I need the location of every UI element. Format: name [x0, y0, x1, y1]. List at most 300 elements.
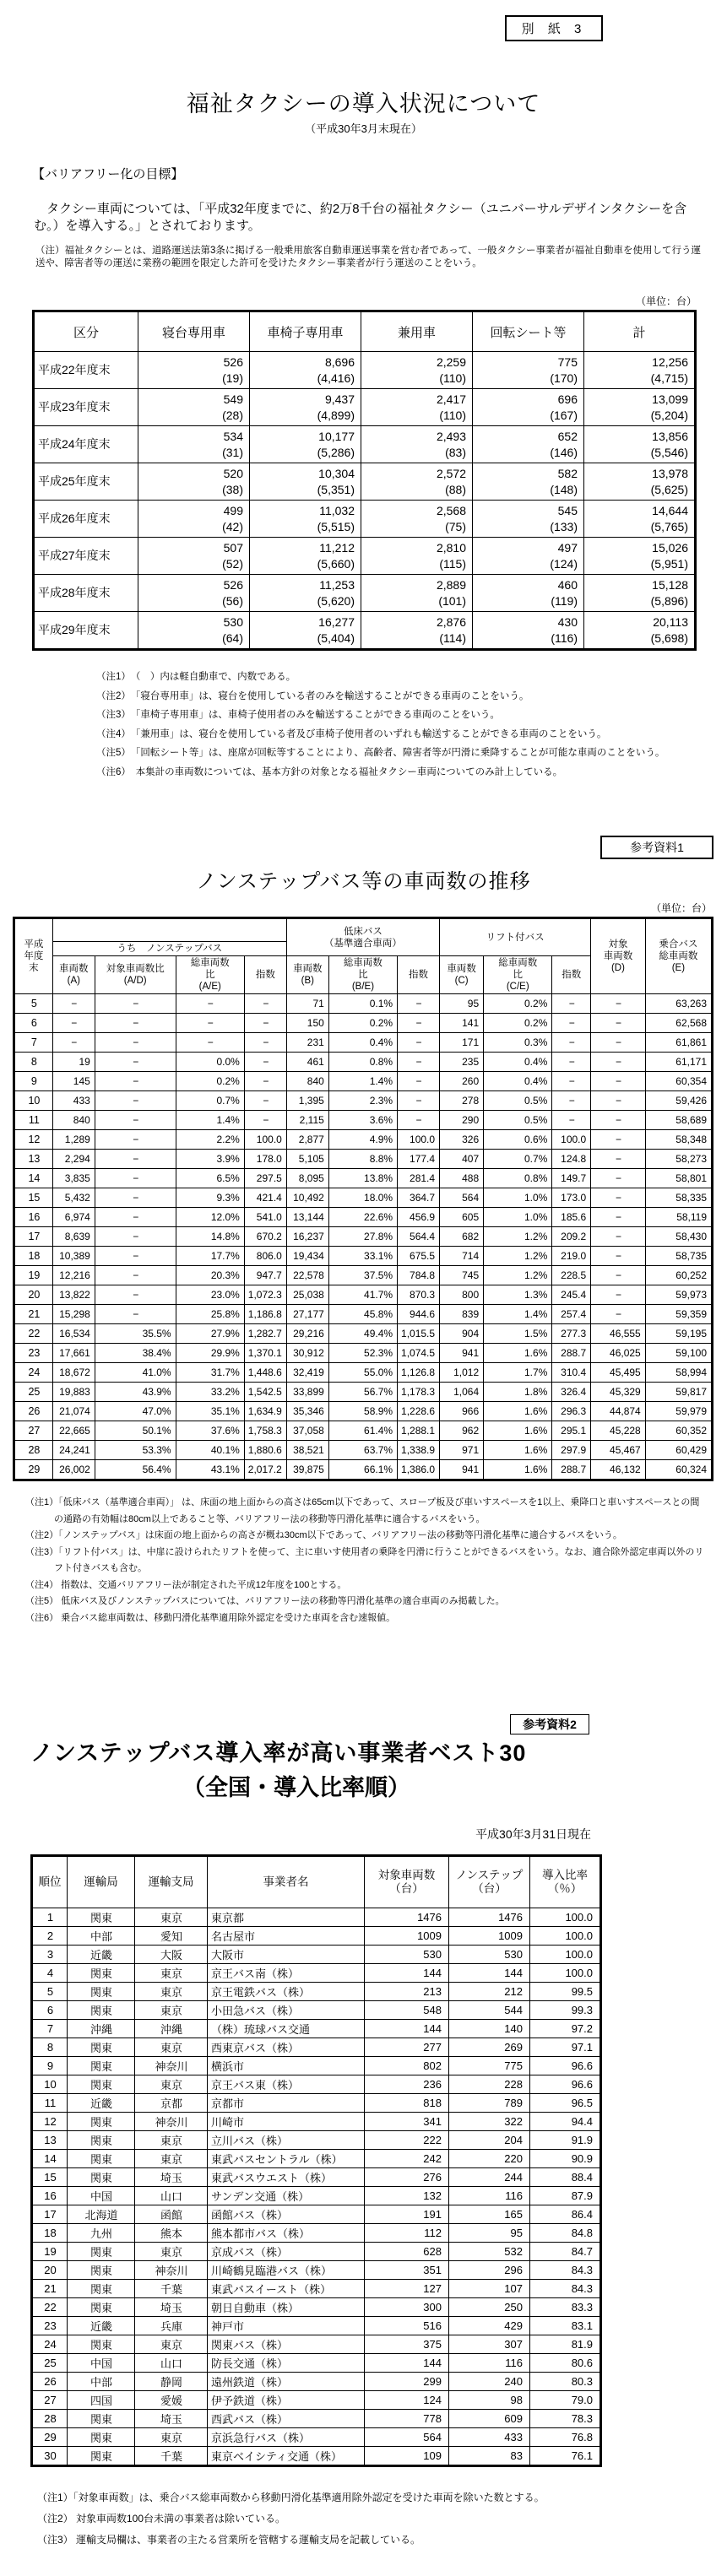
table-cell: 12,256 (4,715): [584, 352, 696, 389]
table-cell: 78.3: [530, 2410, 601, 2428]
table-cell: −: [52, 1033, 95, 1053]
table-cell: 0.6%: [484, 1130, 552, 1150]
table-cell: 0.0%: [176, 1053, 244, 1072]
table-cell: 100.0: [552, 1130, 591, 1150]
table-cell: 6,974: [52, 1208, 95, 1227]
note-line: （注5） 低床バス及びノンステップバスについては、バリアフリー法の移動等円滑化基準の適合車両のみ掲載した。: [25, 1596, 505, 1606]
table-cell: 295.1: [552, 1421, 591, 1441]
table-cell: 76.1: [530, 2447, 601, 2466]
table-cell: −: [95, 1188, 176, 1208]
header-spacer: [52, 918, 286, 942]
table-cell: 46,132: [591, 1460, 646, 1480]
table-row: [14, 1150, 713, 1169]
table-cell: 19,883: [52, 1383, 95, 1402]
table-cell: −: [95, 1227, 176, 1247]
table-cell: 平成29年度末: [34, 612, 138, 650]
table-cell: 北海道: [68, 2205, 135, 2224]
table-cell: 90.9: [530, 2150, 601, 2168]
as-of-date: 平成30年3月31日現在: [475, 1827, 591, 1841]
table2-notes: [25, 1495, 705, 1626]
group-header-nonstep: うち ノンステップバス: [52, 942, 286, 956]
table-cell: 549 (28): [138, 389, 250, 426]
table-cell: 144: [365, 1964, 449, 1983]
table-cell: 関東: [68, 2298, 135, 2317]
table-row: [14, 1053, 713, 1072]
table-cell: 144: [365, 2020, 449, 2038]
table-cell: 3,835: [52, 1169, 95, 1188]
table-cell: −: [52, 994, 95, 1014]
table-cell: 1.7%: [484, 1363, 552, 1383]
table-cell: 8: [32, 2038, 68, 2057]
table-cell: 1,064: [440, 1383, 484, 1402]
table-cell: 東京: [135, 2428, 208, 2447]
table-cell: 9: [14, 1072, 53, 1091]
table-cell: 千葉: [135, 2447, 208, 2466]
table-cell: 228.5: [552, 1266, 591, 1285]
table-cell: 14: [32, 2150, 68, 2168]
table-cell: 962: [440, 1421, 484, 1441]
table-cell: 1476: [365, 1908, 449, 1927]
table-cell: 58,119: [645, 1208, 712, 1227]
table-cell: 460 (119): [473, 575, 584, 612]
table-cell: 4: [32, 1964, 68, 1983]
table-cell: 東武バスイースト（株）: [208, 2280, 365, 2298]
table-cell: 297.9: [552, 1441, 591, 1460]
table-cell: 149.7: [552, 1169, 591, 1188]
table-cell: 43.9%: [95, 1383, 176, 1402]
table-cell: 789: [449, 2094, 530, 2113]
table-cell: 257.4: [552, 1305, 591, 1324]
table-cell: 433: [52, 1091, 95, 1111]
table-row: [14, 1460, 713, 1480]
table-cell: 関東: [68, 2447, 135, 2466]
table-row: [32, 1927, 601, 1946]
table-cell: 2,810 (115): [361, 538, 473, 575]
table-cell: 281.4: [398, 1169, 440, 1188]
table-cell: 13,856 (5,546): [584, 426, 696, 463]
table-cell: 37.6%: [176, 1421, 244, 1441]
table-cell: 8,696 (4,416): [250, 352, 361, 389]
table-cell: 609: [449, 2410, 530, 2428]
section3-subtitle: （全国・導入比率順）: [182, 1775, 410, 1800]
table-cell: 290: [440, 1111, 484, 1130]
table-row: [32, 2131, 601, 2150]
table-cell: 川崎市: [208, 2113, 365, 2131]
table-cell: 944.6: [398, 1305, 440, 1324]
table-row: [14, 1266, 713, 1285]
col-header: 指数: [552, 956, 591, 994]
table-cell: −: [95, 1014, 176, 1033]
table-cell: 近畿: [68, 2317, 135, 2335]
table-cell: 1,448.6: [244, 1363, 286, 1383]
table-cell: 15: [32, 2168, 68, 2187]
table-cell: 59,973: [645, 1285, 712, 1305]
table-cell: 38,521: [286, 1441, 328, 1460]
table-cell: 278: [440, 1091, 484, 1111]
table-row: [32, 2187, 601, 2205]
table-cell: 東京都: [208, 1908, 365, 1927]
table-cell: 1.4%: [176, 1111, 244, 1130]
table-row: [32, 2205, 601, 2224]
reference-label-2: 参考資料2: [510, 1714, 589, 1734]
page-subtitle: （平成30年3月末現在）: [305, 122, 422, 135]
table-cell: −: [591, 1014, 646, 1033]
table-cell: 971: [440, 1441, 484, 1460]
table-cell: 310.4: [552, 1363, 591, 1383]
table-cell: −: [552, 1053, 591, 1072]
table-cell: 1.4%: [328, 1072, 397, 1091]
table-cell: 2,115: [286, 1111, 328, 1130]
table-cell: 関東: [68, 2428, 135, 2447]
table-row: [32, 1983, 601, 2001]
table-cell: 806.0: [244, 1247, 286, 1266]
table-cell: 1009: [365, 1927, 449, 1946]
table-cell: −: [95, 1130, 176, 1150]
table-cell: 59,100: [645, 1344, 712, 1363]
table-cell: 関東: [68, 2243, 135, 2261]
attachment-label: 別 紙 3: [505, 15, 603, 41]
table-cell: 778: [365, 2410, 449, 2428]
table-row: [32, 1908, 601, 1927]
table-cell: 94.4: [530, 2113, 601, 2131]
table-cell: −: [552, 1014, 591, 1033]
table-cell: 18,672: [52, 1363, 95, 1383]
table-cell: 61,171: [645, 1053, 712, 1072]
table-cell: 100.0: [530, 1927, 601, 1946]
table-cell: 2,572 (88): [361, 463, 473, 501]
table-cell: 遠州鉄道（株）: [208, 2373, 365, 2391]
table-cell: −: [591, 1247, 646, 1266]
table-cell: 6: [32, 2001, 68, 2020]
table-cell: 775: [449, 2057, 530, 2075]
section3-title: ノンステップバス導入率が高い事業者ベスト30: [30, 1740, 527, 1766]
table-cell: 函館: [135, 2205, 208, 2224]
table-row: [32, 2094, 601, 2113]
table-cell: 平成22年度末: [34, 352, 138, 389]
note-line: （注3）「リフト付バス」は、中扉に設けられたリフトを使って、主に車いす使用者の乗降を円滑に行うことができるバスをいう。なお、適合除外認定車両以外のリフト付きバスも含む。: [25, 1546, 704, 1573]
table-cell: 24: [32, 2335, 68, 2354]
table-cell: 1.2%: [484, 1266, 552, 1285]
table-cell: 28: [32, 2410, 68, 2428]
table-cell: 714: [440, 1247, 484, 1266]
header-row: [32, 1856, 601, 1908]
table-cell: 818: [365, 2094, 449, 2113]
table-cell: 15,298: [52, 1305, 95, 1324]
table-cell: 165: [449, 2205, 530, 2224]
note-line: （注4） 指数は、交通バリアフリー法が制定された平成12年度を100とする。: [25, 1579, 347, 1590]
table-cell: 150: [286, 1014, 328, 1033]
table-cell: 19,434: [286, 1247, 328, 1266]
col-header-target: 対象 車両数 (D): [591, 918, 646, 994]
table-cell: 朝日自動車（株）: [208, 2298, 365, 2317]
col-header: 運輸支局: [135, 1856, 208, 1908]
table-cell: 300: [365, 2298, 449, 2317]
table-cell: 605: [440, 1208, 484, 1227]
table-cell: 23: [14, 1344, 53, 1363]
table-cell: 564.4: [398, 1227, 440, 1247]
table-cell: 8: [14, 1053, 53, 1072]
table-cell: 22: [14, 1324, 53, 1344]
table-cell: 296.3: [552, 1402, 591, 1421]
table-cell: 24,241: [52, 1441, 95, 1460]
table-cell: 1,288.1: [398, 1421, 440, 1441]
table-cell: 564: [440, 1188, 484, 1208]
table-cell: 526 (56): [138, 575, 250, 612]
table-cell: 2.3%: [328, 1091, 397, 1111]
table-cell: 124: [365, 2391, 449, 2410]
table-cell: −: [95, 1091, 176, 1111]
table-row: [34, 389, 696, 426]
table-cell: 60,354: [645, 1072, 712, 1091]
table-cell: 23.0%: [176, 1285, 244, 1305]
table-cell: 3: [32, 1946, 68, 1964]
table-cell: 関東: [68, 2261, 135, 2280]
table-cell: −: [244, 994, 286, 1014]
table-cell: 127: [365, 2280, 449, 2298]
table-cell: 函館バス（株）: [208, 2205, 365, 2224]
table-row: [14, 1441, 713, 1460]
table-cell: 防長交通（株）: [208, 2354, 365, 2373]
table-cell: 0.2%: [484, 994, 552, 1014]
table-cell: 関東: [68, 2168, 135, 2187]
table-cell: 1,228.6: [398, 1402, 440, 1421]
table-cell: 1,178.3: [398, 1383, 440, 1402]
table-cell: 260: [440, 1072, 484, 1091]
note-line: （注2）「ノンステップバス」は床面の地上面からの高さが概ね30cm以下であって、バリアフリー法の移動等円滑化基準に適合するバスをいう。: [25, 1530, 622, 1540]
table-cell: 1.0%: [484, 1188, 552, 1208]
table-cell: 63,263: [645, 994, 712, 1014]
table-cell: 59,195: [645, 1324, 712, 1344]
table-row: [32, 1946, 601, 1964]
table-cell: 213: [365, 1983, 449, 2001]
table-cell: 10,492: [286, 1188, 328, 1208]
table-cell: 96.5: [530, 2094, 601, 2113]
table-cell: 16: [14, 1208, 53, 1227]
table-cell: 0.4%: [484, 1053, 552, 1072]
table-cell: 58,735: [645, 1247, 712, 1266]
table-cell: 269: [449, 2038, 530, 2057]
table-cell: −: [591, 1305, 646, 1324]
note-line: （注1） （ ）内は軽自動車で、内数である。: [96, 672, 296, 682]
table-cell: 0.8%: [484, 1169, 552, 1188]
table-cell: 西東京バス（株）: [208, 2038, 365, 2057]
table-cell: 784.8: [398, 1266, 440, 1285]
table-cell: 775 (170): [473, 352, 584, 389]
table-row: [14, 1188, 713, 1208]
table-cell: 関東: [68, 2057, 135, 2075]
col-header: 車両数 (B): [286, 956, 328, 994]
table-cell: 80.6: [530, 2354, 601, 2373]
table-cell: 59,359: [645, 1305, 712, 1324]
table-row: [14, 1130, 713, 1150]
table-cell: −: [591, 1169, 646, 1188]
table-cell: 関東: [68, 2001, 135, 2020]
table-cell: 京浜急行バス（株）: [208, 2428, 365, 2447]
table-cell: 212: [449, 1983, 530, 2001]
table-cell: 235: [440, 1053, 484, 1072]
table-cell: 中部: [68, 1927, 135, 1946]
table-cell: 1,074.5: [398, 1344, 440, 1363]
table-row: [32, 2038, 601, 2057]
table-cell: 17.7%: [176, 1247, 244, 1266]
table-cell: 10,177 (5,286): [250, 426, 361, 463]
table-cell: 関東: [68, 1983, 135, 2001]
table-cell: 中国: [68, 2354, 135, 2373]
table-cell: −: [244, 1053, 286, 1072]
table-body: [32, 1908, 601, 2466]
table-cell: 京成バス（株）: [208, 2243, 365, 2261]
col-header-year: 平成 年度 末: [14, 918, 53, 994]
col-header: 総車両数 比 (A/E): [176, 956, 244, 994]
table-cell: 東京: [135, 1983, 208, 2001]
table-cell: 33.2%: [176, 1383, 244, 1402]
col-header: 運輸局: [68, 1856, 135, 1908]
table-cell: 25: [14, 1383, 53, 1402]
table-cell: 東京: [135, 1908, 208, 1927]
table-row: [32, 2428, 601, 2447]
table-cell: 1,015.5: [398, 1324, 440, 1344]
col-header-total: 乗合バス 総車両数 (E): [645, 918, 712, 994]
table-cell: 埼玉: [135, 2298, 208, 2317]
table-cell: 19: [52, 1053, 95, 1072]
table-cell: −: [398, 1014, 440, 1033]
note-line: （注6） 乗合バス総車両数は、移動円滑化基準適用除外認定を受けた車両を含む速報値。: [25, 1612, 396, 1623]
col-header: 対象車両数比 (A/D): [95, 956, 176, 994]
table-cell: 2,493 (83): [361, 426, 473, 463]
table-cell: 802: [365, 2057, 449, 2075]
table-cell: 84.7: [530, 2243, 601, 2261]
table-cell: 58,335: [645, 1188, 712, 1208]
table-row: [14, 1033, 713, 1053]
document-page: [0, 15, 727, 2551]
table-cell: 433: [449, 2428, 530, 2447]
table-cell: 5: [14, 994, 53, 1014]
note-line: （注2） 対象車両数100台未満の事業者は除いている。: [37, 2513, 286, 2525]
table-cell: 13.8%: [328, 1169, 397, 1188]
table-cell: 33,899: [286, 1383, 328, 1402]
table-cell: 58,348: [645, 1130, 712, 1150]
table-cell: 652 (146): [473, 426, 584, 463]
table-cell: 大阪: [135, 1946, 208, 1964]
table-cell: 27: [14, 1421, 53, 1441]
note-line: （注1）「低床バス（基準適合車両）」 は、床面の地上面からの高さは65cm以下であって、スロープ板及び車いすスペースを1以上、乗降口と車いすスペースとの間の通路の有効幅は80cm以上であること等、バリアフリー法の移動等円滑化基準に適合するバスをいう。: [25, 1497, 700, 1524]
header-row: [34, 311, 696, 352]
table-cell: −: [244, 1033, 286, 1053]
table-cell: 41.0%: [95, 1363, 176, 1383]
table-cell: −: [591, 1091, 646, 1111]
table-cell: 13: [14, 1150, 53, 1169]
table-cell: 23: [32, 2317, 68, 2335]
table-cell: 564: [365, 2428, 449, 2447]
table-cell: −: [591, 1053, 646, 1072]
table-cell: −: [95, 1072, 176, 1091]
table-cell: −: [552, 1111, 591, 1130]
table-body: [34, 352, 696, 650]
table-cell: 9: [32, 2057, 68, 2075]
table-cell: 11,253 (5,620): [250, 575, 361, 612]
table-cell: 29: [32, 2428, 68, 2447]
table-cell: 関東: [68, 2131, 135, 2150]
table-cell: 145: [52, 1072, 95, 1091]
table-cell: 東京: [135, 2335, 208, 2354]
table-cell: 関東: [68, 2150, 135, 2168]
group-header-lowfloor: 低床バス （基準適合車両）: [286, 918, 439, 956]
note-line: （注3） 「車椅子専用車」は、車椅子使用者のみを輸送することができる車両のことをいう。: [96, 710, 500, 720]
note-line: （注6） 本集計の車両数については、基本方針の対象となる福祉タクシー車両についてのみ計上している。: [96, 766, 563, 777]
table-cell: 5,432: [52, 1188, 95, 1208]
table-row: [32, 1964, 601, 1983]
table-cell: 大阪市: [208, 1946, 365, 1964]
table-cell: 東京: [135, 2038, 208, 2057]
col-header: 寝台専用車: [138, 311, 250, 352]
table-cell: 1.8%: [484, 1383, 552, 1402]
table-cell: 20: [14, 1285, 53, 1305]
table-cell: 0.2%: [328, 1014, 397, 1033]
table-cell: 297.5: [244, 1169, 286, 1188]
table-cell: 6: [14, 1014, 53, 1033]
table-cell: 京都: [135, 2094, 208, 2113]
table-cell: 526 (19): [138, 352, 250, 389]
table-cell: 100.0: [530, 1964, 601, 1983]
table-cell: −: [244, 1111, 286, 1130]
table-cell: 58,994: [645, 1363, 712, 1383]
table-cell: 東京ベイシティ交通（株）: [208, 2447, 365, 2466]
table-cell: 25.8%: [176, 1305, 244, 1324]
table-cell: 220: [449, 2150, 530, 2168]
table-cell: 95: [440, 994, 484, 1014]
table-cell: −: [591, 1285, 646, 1305]
table-cell: −: [591, 1033, 646, 1053]
table-cell: 88.4: [530, 2168, 601, 2187]
table-cell: 0.1%: [328, 994, 397, 1014]
table-cell: 0.8%: [328, 1053, 397, 1072]
table-row: [14, 1421, 713, 1441]
table-row: [14, 1111, 713, 1130]
unit-label: （単位：台）: [635, 295, 697, 307]
table-cell: 28: [14, 1441, 53, 1460]
table-cell: 10: [14, 1091, 53, 1111]
table-cell: 545 (133): [473, 501, 584, 538]
table-cell: 904: [440, 1324, 484, 1344]
table-cell: 11: [14, 1111, 53, 1130]
table-cell: 1: [32, 1908, 68, 1927]
table-cell: 112: [365, 2224, 449, 2243]
table1-notes: [96, 668, 727, 782]
table-cell: 1.2%: [484, 1227, 552, 1247]
table-cell: 231: [286, 1033, 328, 1053]
table-cell: 1.6%: [484, 1421, 552, 1441]
table-cell: 22,665: [52, 1421, 95, 1441]
col-header: ノンステップ （台）: [449, 1856, 530, 1908]
table-cell: 46,555: [591, 1324, 646, 1344]
table-cell: 24: [14, 1363, 53, 1383]
table-cell: 東武バスセントラル（株）: [208, 2150, 365, 2168]
table-cell: 46,025: [591, 1344, 646, 1363]
note-line: （注5） 「回転シート等」は、座席が回転等することにより、高齢者、障害者等が円滑に乗降することが可能な車両のことをいう。: [96, 748, 665, 758]
table-cell: 60,324: [645, 1460, 712, 1480]
table-cell: 22: [32, 2298, 68, 2317]
table-cell: 516: [365, 2317, 449, 2335]
table-cell: 534 (31): [138, 426, 250, 463]
table-cell: 66.1%: [328, 1460, 397, 1480]
table-cell: 埼玉: [135, 2168, 208, 2187]
table-cell: 60,352: [645, 1421, 712, 1441]
table-cell: 1,012: [440, 1363, 484, 1383]
col-header: 兼用車: [361, 311, 473, 352]
table-cell: 2,877: [286, 1130, 328, 1150]
col-header: 回転シート等: [473, 311, 584, 352]
table-cell: 1,634.9: [244, 1402, 286, 1421]
